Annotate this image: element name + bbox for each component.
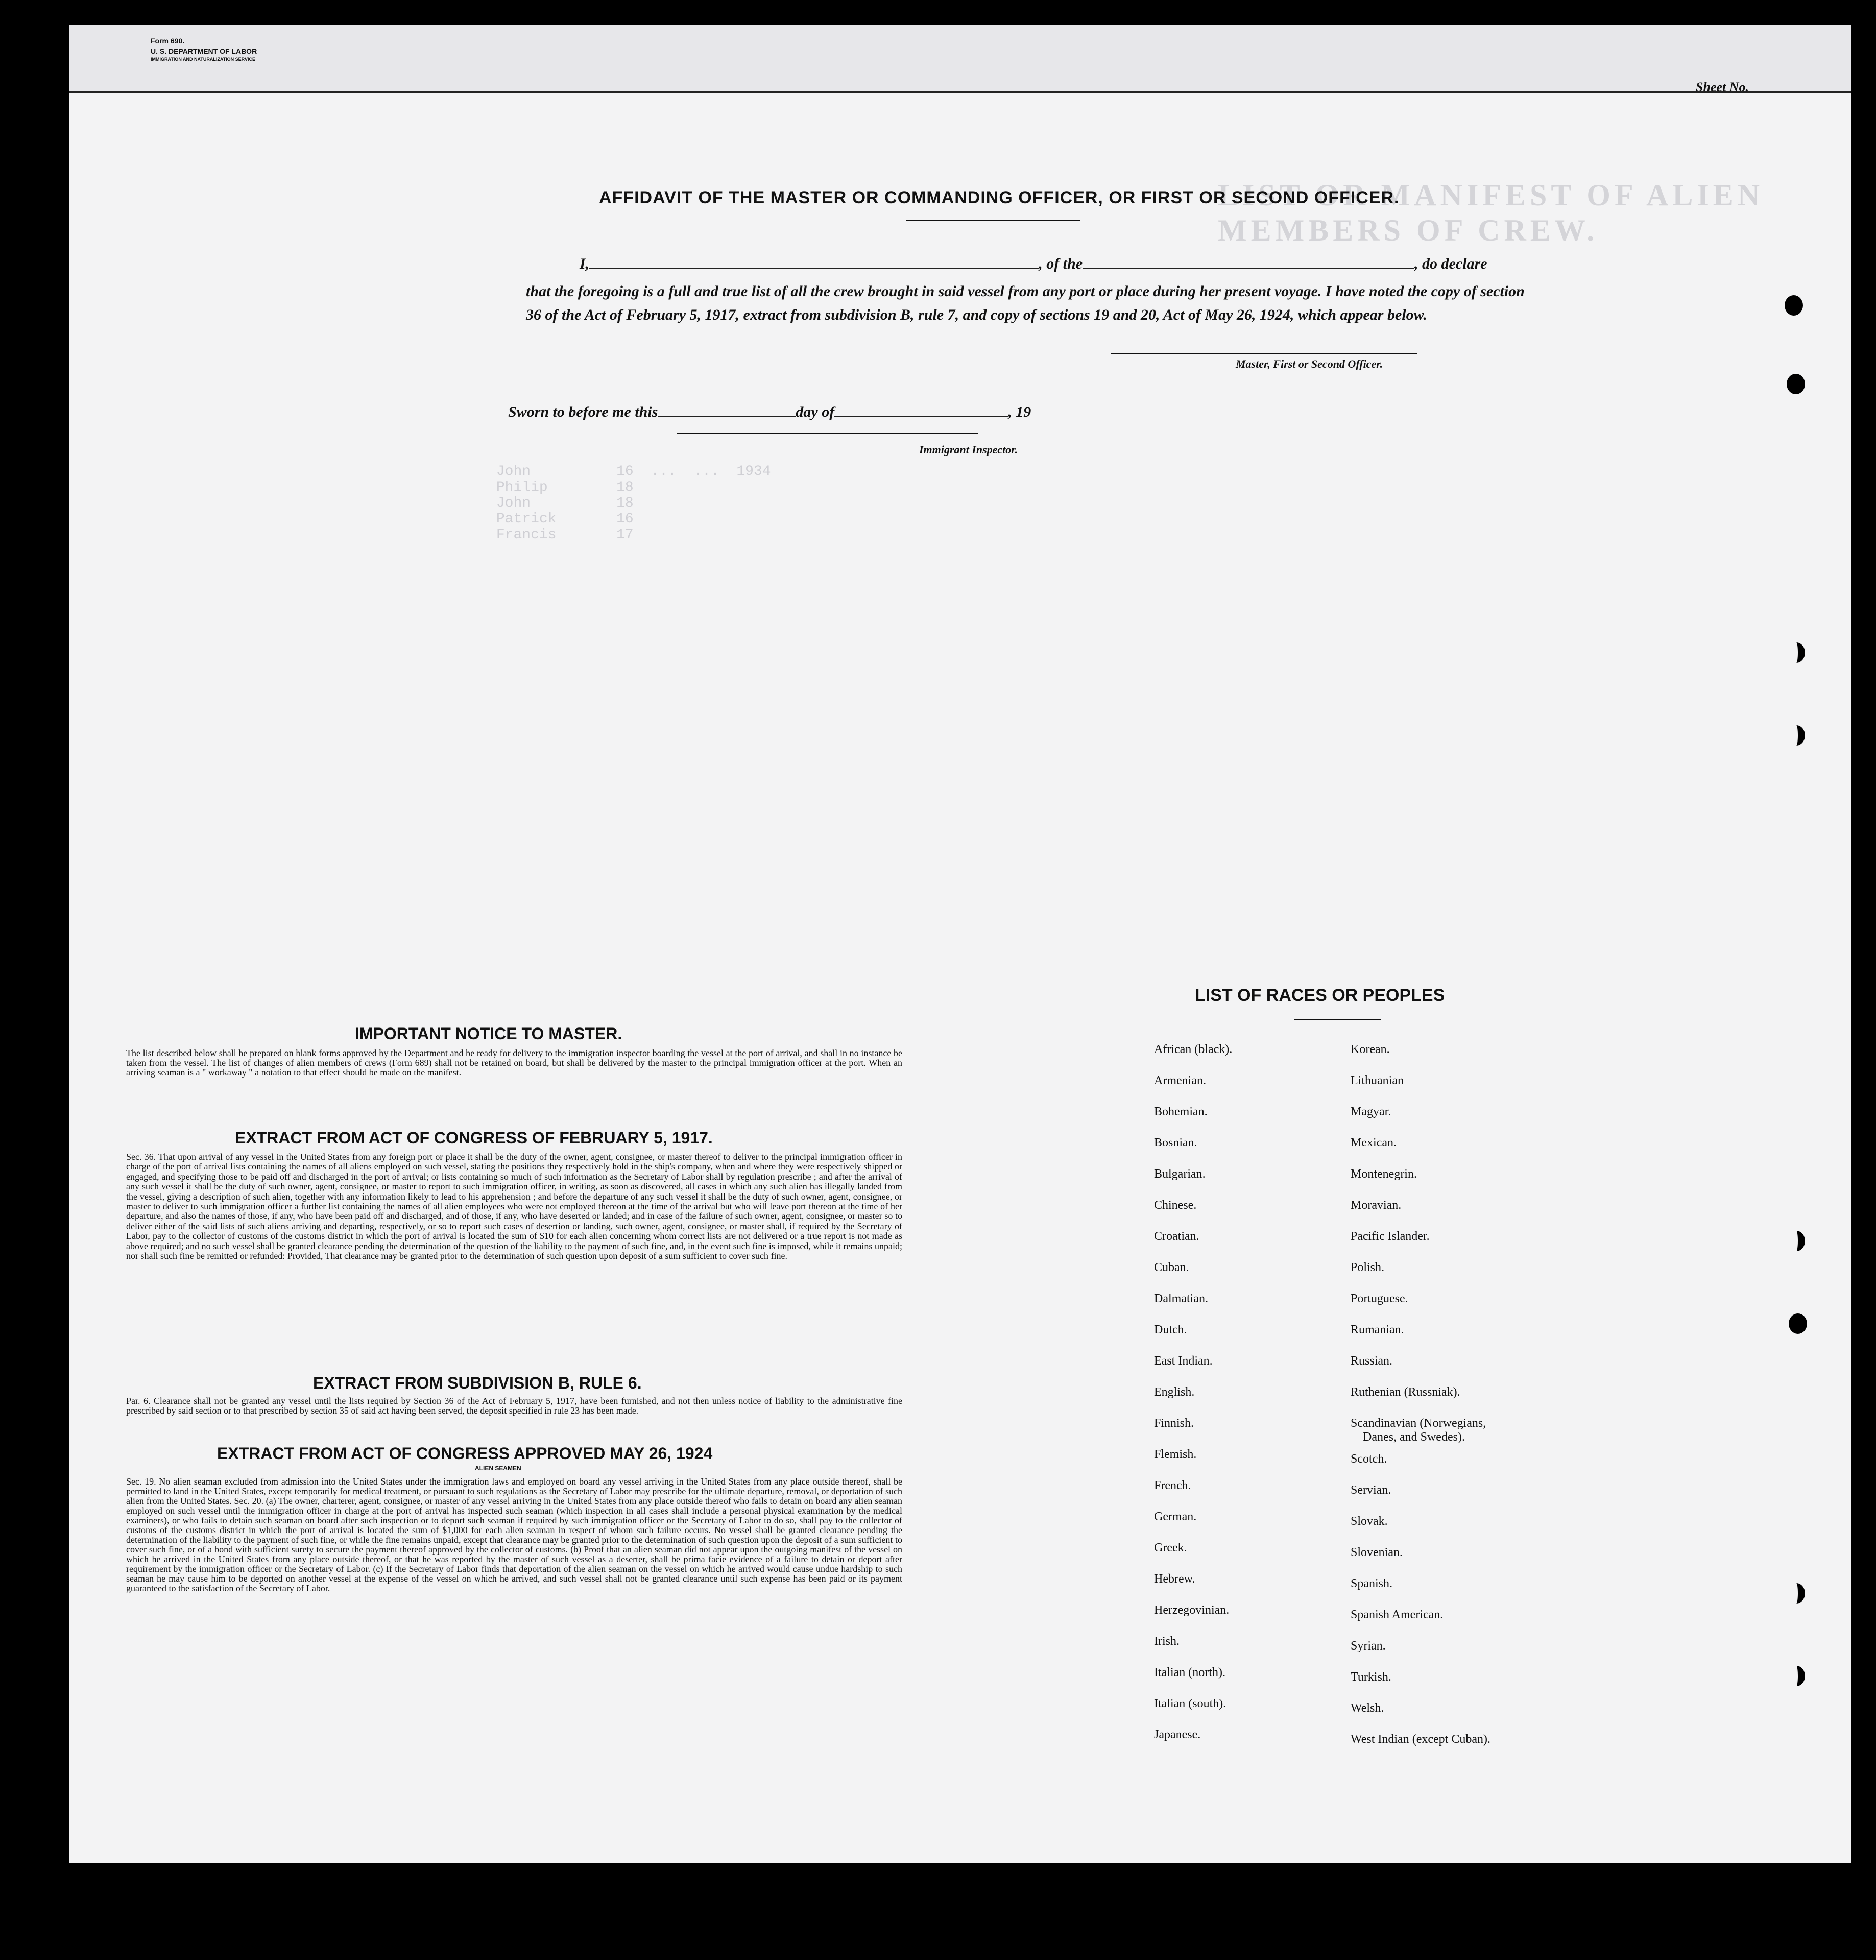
master-signature-label: Master, First or Second Officer. [1236, 357, 1383, 370]
race-item: Croatian. [1154, 1230, 1199, 1243]
extract-1924-text: Sec. 19. No alien seaman excluded from admission into the United States under the immigration laws and employed on board any vessel arriving in the United States from any place outside thereof, shall be permitted to land in the United States, except temporarily for medical treatment, or pursuant to such regulations as the Secretary of Labor may prescribe for the ultimate departure, removal, or deportation of such alien from the United States. Sec. 20. (a) The owner, charterer, agent, consignee, or master of any vessel arriving in the United States from any place outside thereof who fails to detain on board any alien seaman employed on such vessel until the immigration officer in charge at the port of arrival has inspected such seaman (which inspection in all cases shall include a personal physical examination by the medical examiners), or who fails to detain such seaman on board after such inspection or to deport such seaman if required by such immigration officer or the Secretary of Labor to do so, shall pay to the collector of customs of the customs district in which the port of arrival is located the sum of $1,000 for each alien seaman in respect of whom such failure occurs. No vessel shall be granted clearance pending the determination of the liability to the payment of such fine, or while the fine remains unpaid, except that clearance may be granted prior to the determination of such question upon the deposit of a sum sufficient to cover such fine, or of a bond with sufficient surety to secure the payment thereof approved by the collector of customs. (b) Proof that an alien seaman did not appear upon the outgoing manifest of the vessel on which he arrived in the United States from any place outside thereof, or that he was reported by the master of such vessel as a deserter, shall be prima facie evidence of a failure to detain or deport after requirement by the immigration officer or the Secretary of Labor. (c) If the Secretary of Labor finds that deportation of the alien seaman on the vessel on which he arrived would cause undue hardship to such seaman he may cause him to be deported on another vessel at the expense of the vessel on which he arrived, and such vessel shall not be granted clearance until such expense has been paid or its payment guaranteed to the satisfaction of the Secretary of Labor. [126, 1476, 902, 1593]
race-item: Dalmatian. [1154, 1292, 1208, 1305]
race-item: Flemish. [1154, 1448, 1197, 1461]
affidavit-body: that the foregoing is a full and true list of all the crew brought in said vessel from any port or place during her present voyage. I have noted the copy of section 36 of the Act of February 5, 1917, extract from subdivision B, rule 7, and copy of sections 19 and 20, Act of May 26, 1924, which appear below. [526, 283, 1525, 323]
extract-1917-title: EXTRACT FROM ACT OF CONGRESS OF FEBRUARY 5, 1917. [235, 1129, 713, 1147]
punch-hole [1788, 1231, 1805, 1251]
year-label: , 19 [1008, 403, 1031, 420]
race-item: Magyar. [1351, 1105, 1391, 1118]
punch-hole [1788, 1666, 1805, 1686]
races-underline [1294, 1019, 1381, 1020]
punch-hole [1788, 1583, 1805, 1604]
day-of-label: day of [796, 403, 835, 420]
race-item: Spanish American. [1351, 1608, 1444, 1621]
races-title: LIST OF RACES OR PEOPLES [1195, 986, 1445, 1005]
affidavit-i-label: I, [580, 255, 590, 272]
name-blank [589, 256, 1039, 269]
form-number: Form 690. [151, 37, 185, 45]
race-item: Turkish. [1351, 1670, 1391, 1684]
race-item: Bulgarian. [1154, 1167, 1206, 1181]
race-item: Italian (north). [1154, 1666, 1225, 1679]
race-item: Korean. [1351, 1043, 1390, 1056]
extract-1917-text: Sec. 36. That upon arrival of any vessel in the United States from any foreign port or place it shall be the duty of the owner, agent, consignee, or master thereof to deliver to the principal immigration officer in charge of the port of arrival lists containing the names of all aliens employed on such vessel, stating the positions they respectively hold in the ship's company, when and where they were respectively shipped or engaged, and specifying those to be paid off and discharged in the port of arrival; or lists containing so much of such information as the Secretary of Labor shall by regulation prescribe ; and after the arrival of any such vessel it shall be the duty of such owner, agent, consignee, or master to report to such immigration officer, in writing, as soon as discovered, all cases in which any such alien has illegally landed from the vessel, giving a description of such alien, together with any information likely to lead to his apprehension ; and before the departure of any such vessel it shall be the duty of such owner, agent, consignee, or master to deliver to such immigration officer a further list containing the names of all alien employees who were not employed thereon at the time of the arrival but who will leave port thereon at the time of her departure, and also the names of those, if any, who have been paid off and discharged, and of those, if any, who have deserted or landed; and in case of the failure of such owner, agent, consignee, or master so to deliver either of the said lists of such aliens arriving and departing, respectively, or so to report such cases of desertion or landing, such owner, agent, consignee, or master shall, if required by the Secretary of Labor, pay to the collector of customs of the customs district in which the port of arrival is located the sum of $10 for each alien concerning whom correct lists are not delivered or a true report is not made as above required; and no such vessel shall be granted clearance pending the determination of the question of the liability to the payment of such fine, and, in the event such fine is imposed, while it remains unpaid; nor shall such fine be remitted or refunded: Provided, That clearance may be granted prior to the determination of such question upon deposit of a sum sufficient to cover such fine. [126, 1152, 902, 1261]
race-item: Hebrew. [1154, 1572, 1195, 1586]
rule6-title: EXTRACT FROM SUBDIVISION B, RULE 6. [313, 1374, 642, 1392]
race-item: Moravian. [1351, 1199, 1402, 1212]
race-item: English. [1154, 1385, 1195, 1399]
service-name: IMMIGRATION AND NATURALIZATION SERVICE [151, 57, 255, 62]
sworn-day-blank [658, 404, 796, 417]
race-item: Mexican. [1351, 1136, 1397, 1150]
race-item: Russian. [1351, 1354, 1393, 1368]
vessel-blank [1083, 256, 1414, 269]
race-item: Syrian. [1351, 1639, 1386, 1653]
top-strip [69, 25, 1851, 93]
race-item: Montenegrin. [1351, 1167, 1417, 1181]
race-item: Italian (south). [1154, 1697, 1226, 1710]
inspector-signature-line [677, 433, 978, 434]
title-underline [906, 220, 1080, 221]
punch-hole [1785, 295, 1803, 316]
notice-text: The list described below shall be prepared on blank forms approved by the Department and be ready for delivery to the immigration inspector boarding the vessel at the port of arrival, and shall in no instance be taken from the vessel. The list of changes of alien members of crews (Form 689) shall not be retained on board, but shall be delivered by the master to the principal immigration officer at the port. When an arriving seaman is a " workaway " a notation to that effect should be made on the manifest. [126, 1048, 902, 1078]
race-item: Herzegovinian. [1154, 1604, 1230, 1617]
race-item: Finnish. [1154, 1417, 1194, 1430]
sworn-label: Sworn to before me this [508, 403, 658, 420]
inspector-label: Immigrant Inspector. [919, 443, 1018, 456]
race-item: Servian. [1351, 1484, 1391, 1497]
punch-hole [1789, 1313, 1807, 1334]
sworn-month-blank [834, 404, 1008, 417]
affidavit-title: AFFIDAVIT OF THE MASTER OR COMMANDING OFFICER, OR FIRST OR SECOND OFFICER. [599, 188, 1400, 207]
race-item: Lithuanian [1351, 1074, 1404, 1087]
punch-hole [1788, 642, 1805, 663]
race-item: Slovenian. [1351, 1546, 1403, 1559]
race-item: Scotch. [1351, 1452, 1387, 1466]
race-item: East Indian. [1154, 1354, 1213, 1368]
race-item: Spanish. [1351, 1577, 1393, 1590]
race-item: West Indian (except Cuban). [1351, 1733, 1490, 1746]
race-item: French. [1154, 1479, 1191, 1492]
race-item: Bohemian. [1154, 1105, 1208, 1118]
race-item: Chinese. [1154, 1199, 1197, 1212]
document-page [69, 25, 1851, 1863]
punch-hole [1788, 725, 1805, 746]
race-item: Polish. [1351, 1261, 1385, 1274]
notice-title: IMPORTANT NOTICE TO MASTER. [355, 1024, 622, 1043]
master-signature-line [1111, 353, 1417, 354]
rule6-text: Par. 6. Clearance shall not be granted any vessel until the lists required by Section 36 of the Act of February 5, 1917, have been furnished, and not then unless notice of liability to the administrative fine prescribed by said section or to that prescribed by section 35 of said act having been served, the deposit specified in rule 23 has been made. [126, 1396, 902, 1416]
race-item: Dutch. [1154, 1323, 1187, 1336]
race-item: Slovak. [1351, 1515, 1388, 1528]
race-item: Bosnian. [1154, 1136, 1197, 1150]
sheet-number-label: Sheet No. [1696, 80, 1749, 94]
department-name: U. S. DEPARTMENT OF LABOR [151, 47, 257, 55]
race-item: Irish. [1154, 1635, 1180, 1648]
of-the-label: , of the [1039, 255, 1083, 272]
race-item: Welsh. [1351, 1702, 1384, 1715]
sworn-line [508, 403, 1031, 421]
punch-hole [1787, 374, 1805, 394]
race-item: Ruthenian (Russniak). [1351, 1385, 1460, 1399]
race-item: Rumanian. [1351, 1323, 1404, 1336]
race-item: African (black). [1154, 1043, 1233, 1056]
race-item: Scandinavian (Norwegians, Danes, and Swedes). [1351, 1417, 1486, 1444]
race-item: Japanese. [1154, 1728, 1201, 1741]
race-item: German. [1154, 1510, 1197, 1523]
do-declare-label: , do declare [1414, 255, 1487, 272]
affidavit-line1 [580, 255, 1487, 273]
race-item: Cuban. [1154, 1261, 1189, 1274]
race-item: Portuguese. [1351, 1292, 1408, 1305]
race-item: Pacific Islander. [1351, 1230, 1430, 1243]
bleed-through-title: LIST OR MANIFEST OF ALIEN MEMBERS OF CREW. [1218, 178, 1764, 247]
race-item: Armenian. [1154, 1074, 1206, 1087]
extract-1924-title: EXTRACT FROM ACT OF CONGRESS APPROVED MAY 26, 1924 [217, 1444, 713, 1463]
bleed-through-rows: John 16 ... ... 1934 Philip 18 John 18 Patrick 16 Francis 17 [496, 464, 771, 543]
extract-1924-subtitle: ALIEN SEAMEN [475, 1465, 521, 1472]
race-item: Greek. [1154, 1541, 1187, 1555]
